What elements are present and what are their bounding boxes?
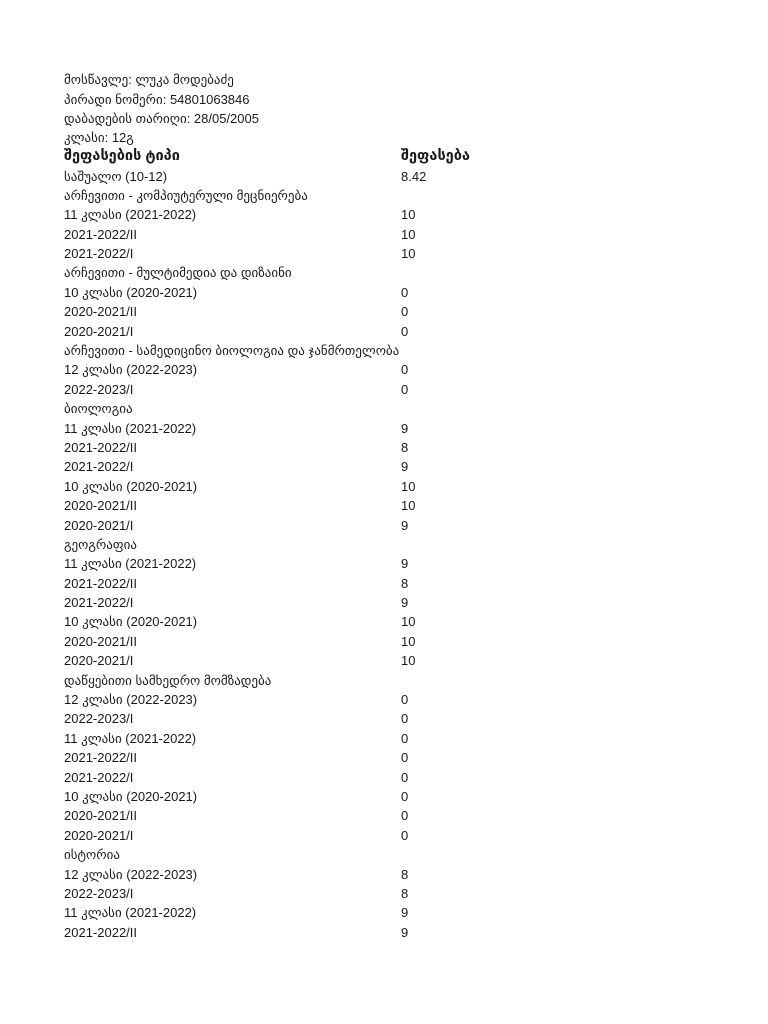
table-row — [64, 341, 704, 360]
table-row — [64, 380, 704, 399]
assessment-type-cell: 12 კლასი (2022-2023) — [64, 362, 198, 378]
header-assessment-type: შეფასების ტიპი — [64, 147, 180, 164]
grade-cell: 0 — [401, 323, 409, 339]
grade-cell: 0 — [401, 808, 409, 824]
assessment-type-cell: 2022-2023/I — [64, 885, 134, 901]
grade-cell: 8 — [401, 885, 409, 901]
table-header — [64, 146, 704, 167]
table-row — [64, 806, 704, 825]
table-row — [64, 399, 704, 418]
grade-cell: 10 — [401, 498, 416, 514]
table-row — [64, 244, 704, 263]
table-row — [64, 709, 704, 728]
assessment-type-cell: 2021-2022/II — [64, 439, 138, 455]
assessment-type-cell: 2020-2021/II — [64, 633, 138, 649]
table-row — [64, 205, 704, 224]
assessment-type-cell: გეოგრაფია — [64, 536, 137, 552]
assessment-type-cell: 2021-2022/I — [64, 595, 134, 611]
grade-cell: 10 — [401, 226, 416, 242]
grade-cell: 0 — [401, 789, 409, 804]
grade-cell: 0 — [401, 692, 409, 708]
assessment-type-cell: 2021-2022/II — [64, 226, 138, 242]
table-row — [64, 457, 704, 476]
assessment-type-cell: 2021-2022/I — [64, 459, 134, 475]
grade-cell: 0 — [401, 304, 409, 320]
table-row — [64, 671, 704, 690]
grade-cell: 8 — [401, 866, 409, 882]
table-row — [64, 787, 704, 806]
table-row — [64, 360, 704, 379]
table-row — [64, 225, 704, 244]
assessment-type-cell: არჩევითი - სამედიცინო ბიოლოგია და ჯანმრთელობა — [64, 343, 400, 359]
assessment-type-cell: დაწყებითი სამხედრო მომზადება — [64, 672, 272, 688]
grade-cell: 9 — [401, 595, 409, 611]
student-name: მოსწავლე: ლუკა მოდებაძე — [64, 72, 234, 87]
assessment-type-cell: 2021-2022/I — [64, 769, 134, 785]
assessment-type-cell: 10 კლასი (2020-2021) — [64, 614, 198, 630]
table-row — [64, 903, 704, 922]
grade-cell — [401, 399, 704, 418]
table-row — [64, 748, 704, 767]
student-birth-date: დაბადების თარიღი: 28/05/2005 — [64, 111, 259, 126]
assessment-type-cell: 11 კლასი (2021-2022) — [64, 556, 197, 572]
grade-cell — [401, 671, 704, 690]
assessment-type-cell: 2020-2021/II — [64, 498, 138, 514]
grade-cell — [401, 263, 704, 282]
grade-cell — [401, 845, 704, 864]
assessment-type-cell: 2021-2022/I — [64, 246, 134, 262]
table-row — [64, 632, 704, 651]
header-grade: შეფასება — [401, 147, 470, 164]
grade-cell: 10 — [401, 207, 416, 223]
assessment-type-cell: 11 კლასი (2021-2022) — [64, 730, 197, 746]
assessment-type-cell: 2020-2021/II — [64, 808, 138, 824]
table-row — [64, 419, 704, 438]
student-id-number: პირადი ნომერი: 54801063846 — [64, 91, 250, 107]
table-row — [64, 516, 704, 535]
assessment-type-cell: 10 კლასი (2020-2021) — [64, 789, 198, 804]
table-row — [64, 302, 704, 321]
grade-cell: 9 — [401, 517, 409, 533]
assessment-type-cell: 11 კლასი (2021-2022) — [64, 420, 197, 436]
assessment-type-cell: 12 კლასი (2022-2023) — [64, 866, 198, 882]
table-row — [64, 845, 704, 864]
table-row — [64, 263, 704, 282]
table-row — [64, 574, 704, 593]
grade-cell — [401, 341, 704, 360]
grade-cell: 9 — [401, 459, 409, 475]
table-row — [64, 554, 704, 573]
table-row — [64, 593, 704, 612]
assessment-type-cell: საშუალო (10-12) — [64, 168, 168, 184]
assessment-type-cell: ისტორია — [64, 847, 120, 863]
grade-cell: 9 — [401, 420, 409, 436]
table-row — [64, 438, 704, 457]
table-row — [64, 729, 704, 748]
grade-cell — [401, 535, 704, 554]
table-row — [64, 651, 704, 670]
table-row — [64, 865, 704, 884]
grade-cell: 0 — [401, 362, 409, 378]
table-row — [64, 612, 704, 631]
grade-cell: 10 — [401, 633, 416, 649]
assessment-type-cell: ბიოლოგია — [64, 401, 133, 417]
student-class: კლასი: 12გ — [64, 129, 134, 145]
table-row — [64, 167, 704, 186]
grade-cell: 10 — [401, 653, 416, 669]
table-row — [64, 690, 704, 709]
table-row — [64, 826, 704, 845]
table-row — [64, 496, 704, 515]
assessment-type-cell: 2022-2023/I — [64, 381, 134, 397]
grade-cell: 9 — [401, 905, 409, 921]
grade-cell: 0 — [401, 381, 409, 397]
table-row — [64, 477, 704, 496]
grade-cell: 0 — [401, 711, 409, 727]
table-row — [64, 322, 704, 341]
table-row — [64, 884, 704, 903]
grade-cell: 9 — [401, 924, 409, 940]
assessment-type-cell: 2021-2022/II — [64, 575, 138, 591]
grade-cell: 0 — [401, 827, 409, 843]
assessment-type-cell: 2021-2022/II — [64, 750, 138, 766]
assessment-type-cell: 2020-2021/I — [64, 827, 134, 843]
table-row — [64, 535, 704, 554]
assessment-type-cell: 2020-2021/I — [64, 517, 134, 533]
table-row — [64, 768, 704, 787]
grade-cell: 0 — [401, 769, 409, 785]
grade-cell — [401, 186, 704, 205]
assessment-type-cell: 12 კლასი (2022-2023) — [64, 692, 198, 708]
grade-cell: 8 — [401, 575, 409, 591]
assessment-type-cell: 2022-2023/I — [64, 711, 134, 727]
assessment-type-cell: არჩევითი - მულტიმედია და დიზაინი — [64, 265, 292, 281]
assessment-type-cell: 10 კლასი (2020-2021) — [64, 478, 198, 494]
assessment-type-cell: 2020-2021/I — [64, 653, 134, 669]
assessment-type-cell: არჩევითი - კომპიუტერული მეცნიერება — [64, 187, 308, 203]
grade-cell: 9 — [401, 556, 409, 572]
assessment-type-cell: 11 კლასი (2021-2022) — [64, 207, 197, 223]
assessment-type-cell: 2020-2021/I — [64, 323, 134, 339]
table-row — [64, 283, 704, 302]
table-row — [64, 186, 704, 205]
grade-cell: 0 — [401, 284, 409, 300]
table-row — [64, 923, 704, 942]
grade-cell: 8 — [401, 439, 409, 455]
grades-table-body — [64, 167, 704, 943]
grade-sheet — [64, 70, 704, 942]
grade-cell: 10 — [401, 246, 416, 262]
assessment-type-cell: 11 კლასი (2021-2022) — [64, 905, 197, 921]
assessment-type-cell: 10 კლასი (2020-2021) — [64, 284, 198, 300]
grade-cell: 10 — [401, 614, 416, 630]
assessment-type-cell: 2021-2022/II — [64, 924, 138, 940]
grade-cell: 0 — [401, 730, 409, 746]
grade-cell: 8.42 — [401, 168, 427, 184]
grade-cell: 10 — [401, 478, 416, 494]
grade-cell: 0 — [401, 750, 409, 766]
assessment-type-cell: 2020-2021/II — [64, 304, 138, 320]
